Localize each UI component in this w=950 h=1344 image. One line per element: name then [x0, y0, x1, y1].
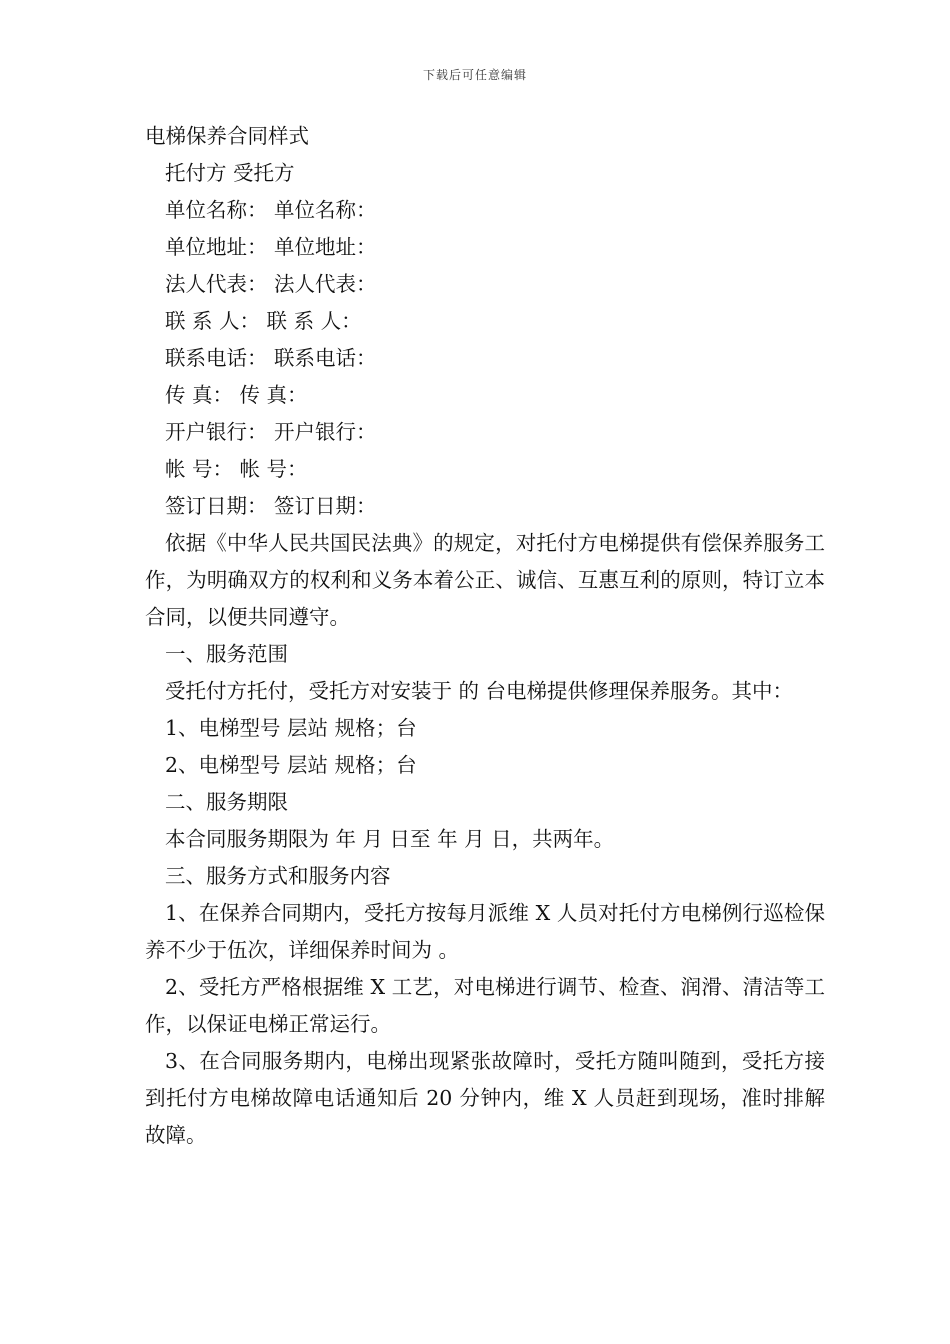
- party-line-sign-date: 签订日期： 签订日期：: [165, 494, 377, 518]
- intro-paragraph: 依据《中华人民共国民法典》的规定，对托付方电梯提供有偿保养服务工作，为明确双方的权利和义务本着公正、诚信、互惠互利的原则，特订立本合同，以便共同遵守。: [145, 531, 825, 629]
- service-paragraph: 1、在保养合同期内，受托方按每月派维 X 人员对托付方电梯例行巡检保养不少于伍次，详细保养时间为 。: [145, 901, 825, 962]
- party-line-unit-address: 单位地址： 单位地址：: [165, 235, 377, 259]
- scope-item: 2、电梯型号 层站 规格；台: [165, 753, 417, 777]
- party-line-contact: 联 系 人： 联 系 人：: [165, 309, 362, 333]
- section-heading-term: 二、服务期限: [165, 790, 288, 814]
- party-line-legal-rep: 法人代表： 法人代表：: [165, 272, 377, 296]
- service-paragraph: 3、在合同服务期内，电梯出现紧张故障时，受托方随叫随到，受托方接到托付方电梯故障电话通知后 20 分钟内，维 X 人员赶到现场，准时排解故障。: [145, 1049, 825, 1147]
- party-line-bank: 开户银行： 开户银行：: [165, 420, 377, 444]
- section-heading-scope: 一、服务范围: [165, 642, 288, 666]
- scope-paragraph: 受托付方托付，受托方对安装于 的 台电梯提供修理保养服务。其中：: [165, 679, 794, 703]
- section-heading-service: 三、服务方式和服务内容: [165, 864, 391, 888]
- document-title: 电梯保养合同样式: [145, 124, 309, 148]
- party-line-account: 帐 号： 帐 号：: [165, 457, 308, 481]
- scope-item: 1、电梯型号 层站 规格；台: [165, 716, 417, 740]
- party-line-phone: 联系电话： 联系电话：: [165, 346, 377, 370]
- page-header: 下载后可任意编辑: [422, 68, 527, 82]
- party-line-header: 托付方 受托方: [165, 161, 295, 185]
- term-paragraph: 本合同服务期限为 年 月 日至 年 月 日，共两年。: [165, 827, 615, 851]
- party-line-unit-name: 单位名称： 单位名称：: [165, 198, 377, 222]
- document-body: [145, 118, 825, 1154]
- party-line-fax: 传 真： 传 真：: [165, 383, 308, 407]
- service-paragraph: 2、受托方严格根据维 X 工艺，对电梯进行调节、检查、润滑、清洁等工作，以保证电梯正常运行。: [145, 975, 825, 1036]
